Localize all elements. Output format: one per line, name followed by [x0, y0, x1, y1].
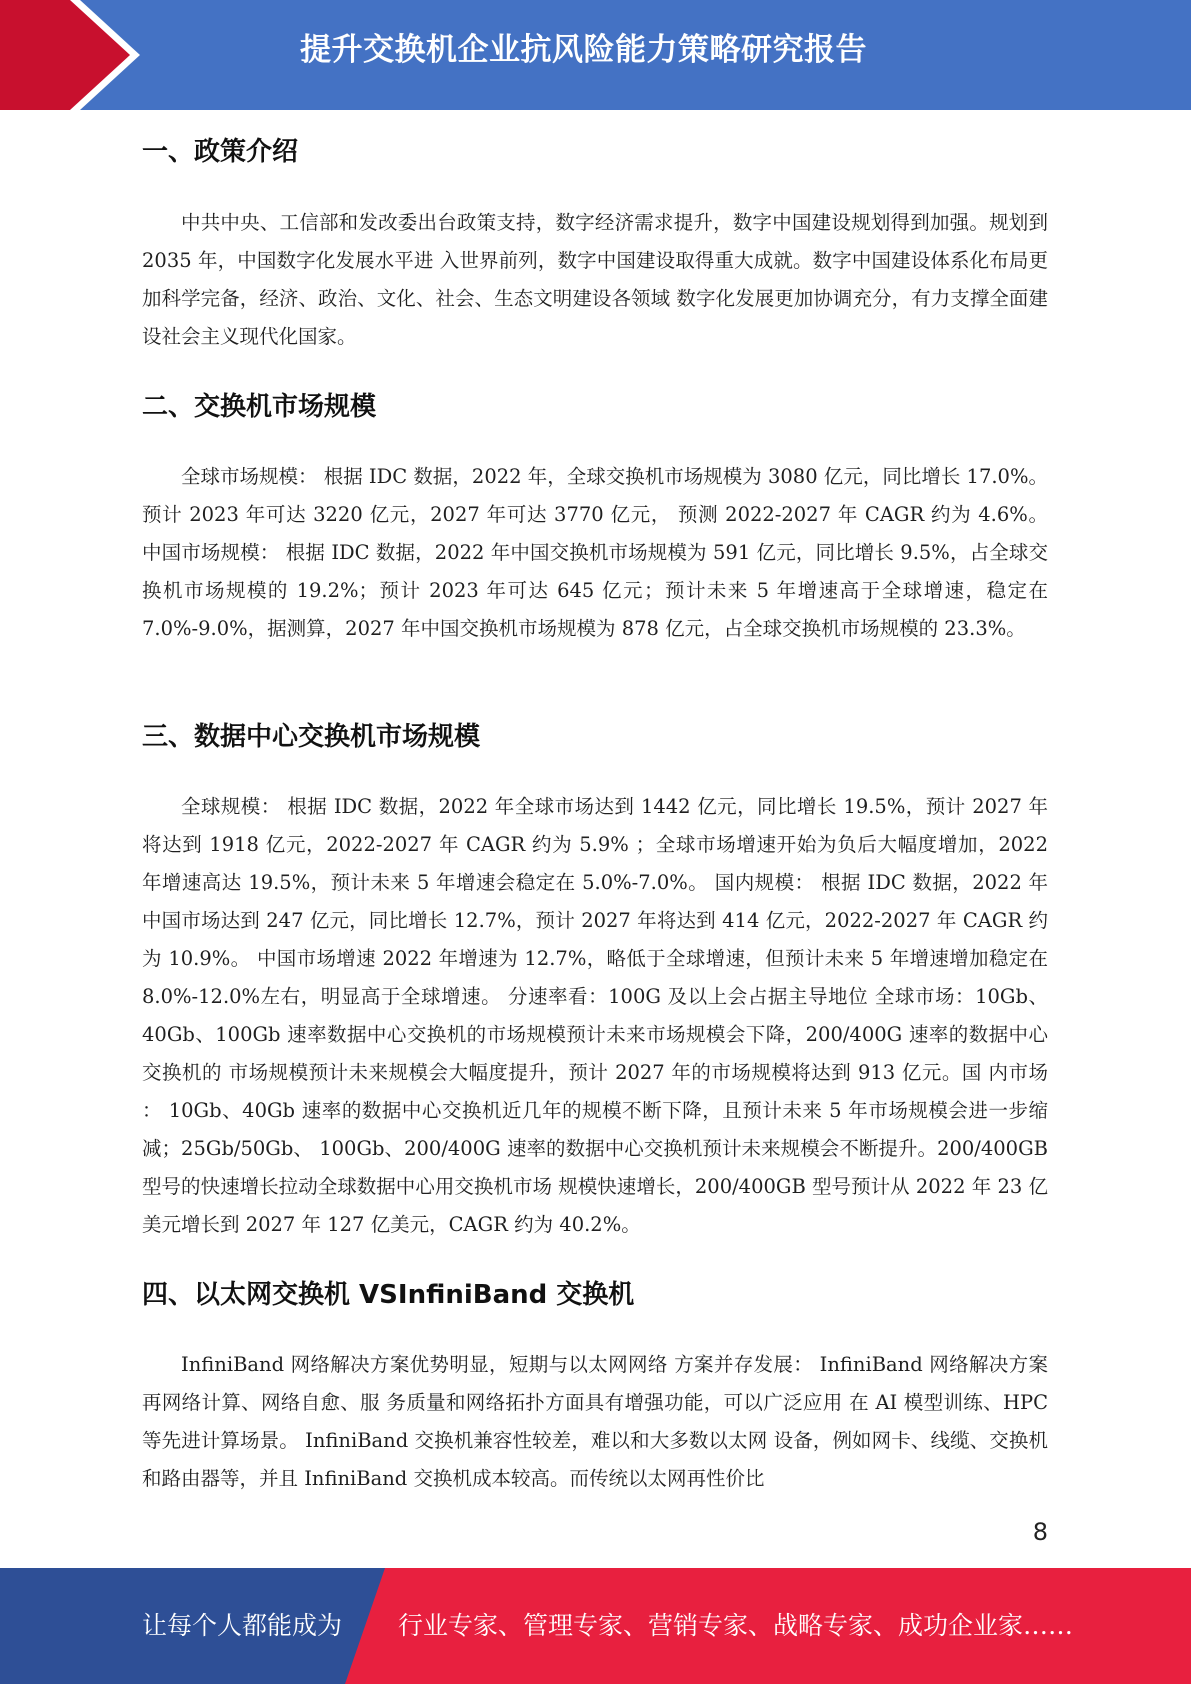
page-header: [0, 0, 1191, 110]
page-number: 8: [1032, 1518, 1048, 1546]
footer-slogan-left: 让每个人都能成为: [142, 1611, 343, 1640]
section-body-ethernet-vs-infiniband: InfiniBand 网络解决方案优势明显，短期与以太网网络 方案并存发展： InfiniBand 网络解决方案再网络计算、网络自愈、服 务质量和网络拓扑方面具有增强功能，可以广泛应用 在 AI 模型训练、HPC 等先进计算场景。 InfiniBand 交换机兼容性较差，难以和大多数以太网 设备，例如网卡、线缆、交换机和路由器等，并且 InfiniBand 交换机成本较高。而传统以太网再性价比: [142, 1353, 1048, 1490]
section-body-policy: 中共中央、工信部和发改委出台政策支持，数字经济需求提升，数字中国建设规划得到加强。规划到 2035 年，中国数字化发展水平进 入世界前列，数字中国建设取得重大成就。数字中国建设体系化布局更加科学完备，经济、政治、文化、社会、生态文明建设各领域 数字化发展更加协调充分，有力支撑全面建设社会主义现代化国家。: [142, 211, 1048, 348]
page-footer: [0, 1568, 1191, 1684]
section-body-switch-market: 全球市场规模： 根据 IDC 数据，2022 年，全球交换机市场规模为 3080 亿元，同比增长 17.0%。预计 2023 年可达 3220 亿元，2027 年可达 3770 亿元， 预测 2022-2027 年 CAGR 约为 4.6%。 中国市场规模： 根据 IDC 数据，2022 年中国交换机市场规模为 591 亿元，同比增长 9.5%，占全球交换机市场规模的 19.2%；预计 2023 年可达 645 亿元；预计未来 5 年增速高于全球增速，稳定在 7.0%-9.0%，据测算，2027 年中国交换机市场规模为 878 亿元，占全球交换机市场规模的 23.3%。: [142, 465, 1048, 640]
section-body-datacenter-market: 全球规模： 根据 IDC 数据，2022 年全球市场达到 1442 亿元，同比增长 19.5%，预计 2027 年将达到 1918 亿元，2022-2027 年 CAGR 约为 5.9% ；全球市场增速开始为负后大幅度增加，2022 年增速高达 19.5%，预计未来 5 年增速会稳定在 5.0%-7.0%。 国内规模： 根据 IDC 数据，2022 年中国市场达到 247 亿元，同比增长 12.7%，预计 2027 年将达到 414 亿元，2022-2027 年 CAGR 约为 10.9%。 中国市场增速 2022 年增速为 12.7%，略低于全球增速，但预计未来 5 年增速增加稳定在 8.0%-12.0%左右，明显高于全球增速。 分速率看：100G 及以上会占据主导地位 全球市场：10Gb、40Gb、100Gb 速率数据中心交换机的市场规模预计未来市场规模会下降，200/400G 速率的数据中心交换机的 市场规模预计未来规模会大幅度提升，预计 2027 年的市场规模将达到 913 亿元。国 内市场 ： 10Gb、40Gb 速率的数据中心交换机近几年的规模不断下降，且预计未来 5 年市场规模会进一步缩减；25Gb/50Gb、 100Gb、200/400G 速率的数据中心交换机预计未来规模会不断提升。200/400GB 型号的快速增长拉动全球数据中心用交换机市场 规模快速增长，200/400GB 型号预计从 2022 年 23 亿美元增长到 2027 年 127 亿美元，CAGR 约为 40.2%。: [142, 795, 1048, 1236]
section-title-ethernet-vs-infiniband: 四、以太网交换机 VSInfiniBand 交换机: [142, 1280, 635, 1310]
section-title-datacenter-market: 三、数据中心交换机市场规模: [142, 722, 481, 752]
report-title: 提升交换机企业抗风险能力策略研究报告: [300, 32, 867, 68]
footer-slogan-right: 行业专家、管理专家、营销专家、战略专家、成功企业家……: [398, 1611, 1074, 1640]
section-title-switch-market: 二、交换机市场规模: [142, 392, 377, 422]
section-title-policy: 一、政策介绍: [142, 137, 299, 167]
